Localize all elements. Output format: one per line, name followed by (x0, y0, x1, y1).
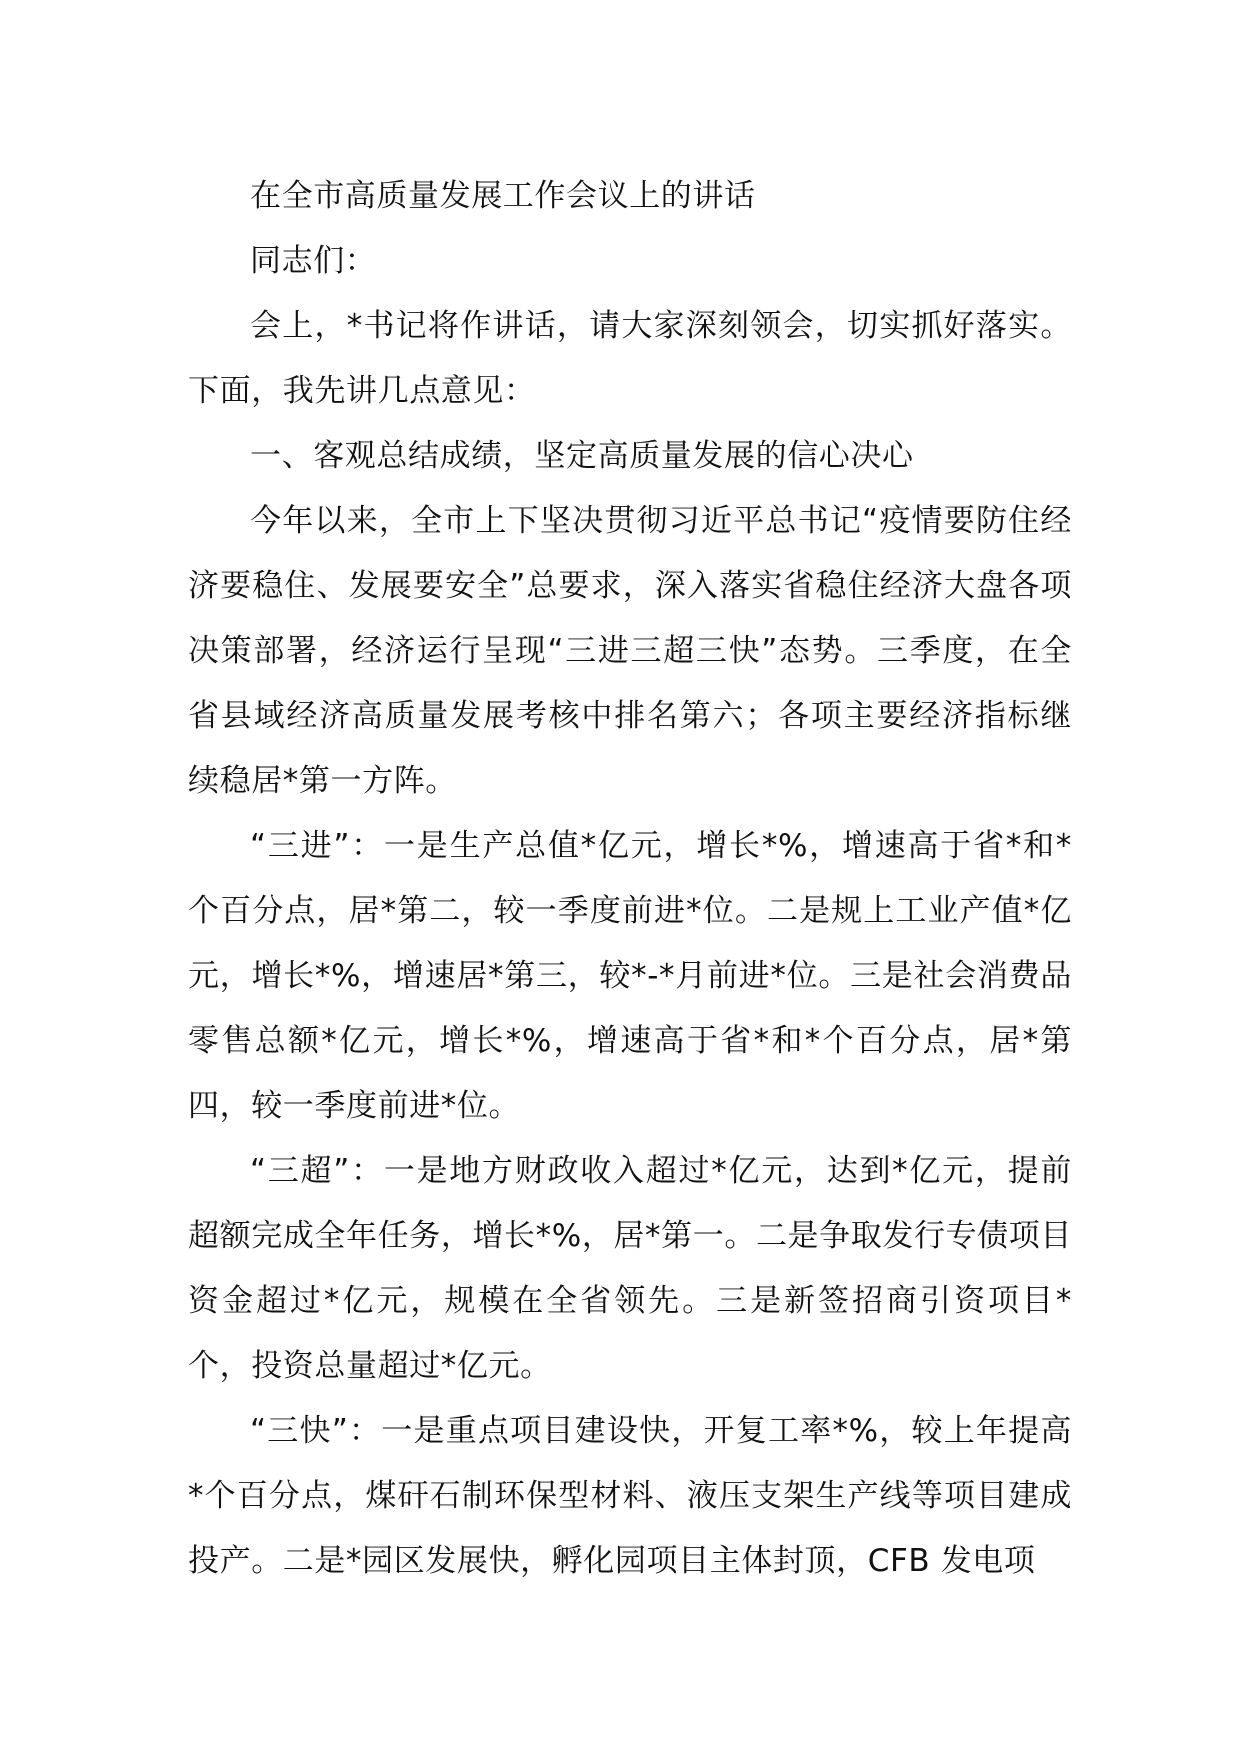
paragraph-san-chao: “三超”：一是地方财政收入超过*亿元，达到*亿元，提前超额完成全年任务，增长*%，居*第一。二是争取发行专债项目资金超过*亿元，规模在全省领先。三是新签招商引资项目*个，投资总量超过*亿元。 (188, 1153, 1072, 1384)
paragraph-san-kuai: “三快”：一是重点项目建设快，开复工率*%，较上年提高*个百分点，煤矸石制环保型材料、液压支架生产线等项目建成投产。二是*园区发展快，孵化园项目主体封顶，CFB 发电项 (188, 1413, 1072, 1579)
paragraph-overview: 今年以来，全市上下坚决贯彻习近平总书记“疫情要防住经济要稳住、发展要安全”总要求，深入落实省稳住经济大盘各项决策部署，经济运行呈现“三进三超三快”态势。三季度，在全省县域经济高质量发展考核中排名第六；各项主要经济指标继续稳居*第一方阵。 (188, 503, 1072, 799)
section-heading-1: 一、客观总结成绩，坚定高质量发展的信心决心 (250, 438, 914, 474)
salutation: 同志们： (250, 243, 377, 279)
paragraph-intro: 会上，*书记将作讲话，请大家深刻领会，切实抓好落实。下面，我先讲几点意见： (188, 308, 1072, 409)
document-page (188, 164, 1072, 1594)
paragraph-san-jin: “三进”：一是生产总值*亿元，增长*%，增速高于省*和*个百分点，居*第二，较一季度前进*位。二是规上工业产值*亿元，增长*%，增速居*第三，较*-*月前进*位。三是社会消费品零售总额*亿元，增长*%，增速高于省*和*个百分点，居*第四，较一季度前进*位。 (188, 828, 1072, 1124)
speech-title: 在全市高质量发展工作会议上的讲话 (250, 178, 756, 214)
